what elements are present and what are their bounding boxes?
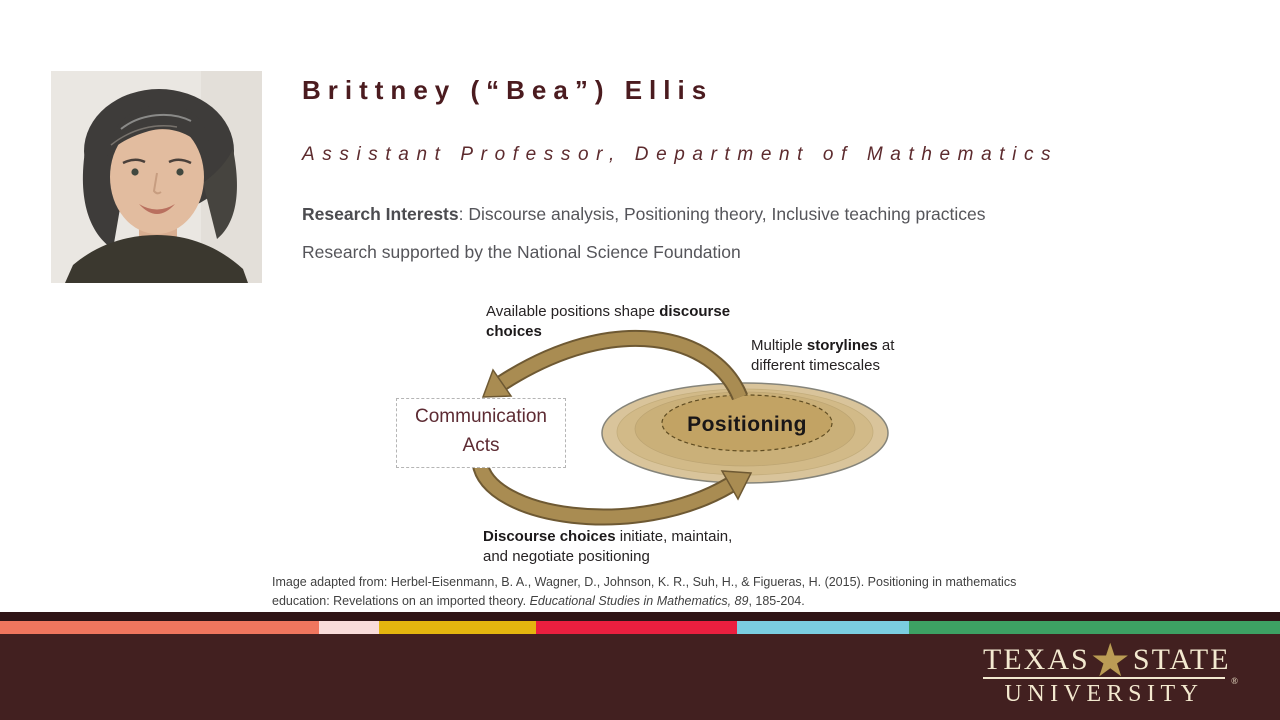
- logo-word-state: STATE: [1132, 643, 1231, 676]
- profile-photo: [51, 71, 262, 283]
- texas-state-logo-row: [983, 635, 1231, 686]
- page-title: Brittney (“Bea”) Ellis: [302, 75, 714, 105]
- diagram-label-bottom-post: initiate, maintain, and negotiate positioning: [483, 528, 733, 565]
- research-interests: [302, 204, 986, 225]
- communication-acts-box: [396, 398, 566, 468]
- diagram-label-right-text: Multiple: [751, 337, 807, 354]
- diagram-label-right-bold: storylines: [806, 337, 878, 354]
- research-interests-list: : Discourse analysis, Positioning theory, Inclusive teaching practices: [458, 204, 986, 224]
- communication-acts-line1: Communication: [415, 406, 547, 427]
- brand-stripe: [737, 621, 909, 634]
- citation-journal: Educational Studies in Mathematics, 89: [529, 594, 749, 608]
- diagram-label-bottom: [483, 527, 755, 566]
- registered-mark: ®: [1231, 676, 1238, 686]
- diagram-label-top: [486, 302, 748, 341]
- diagram-label-right-post: at different timescales: [751, 337, 895, 374]
- brand-stripe: [909, 621, 1280, 634]
- footer-top-bar: [0, 612, 1280, 621]
- brand-stripe: [536, 621, 737, 634]
- diagram-label-top-bold: discourse choices: [486, 303, 731, 340]
- image-citation: [272, 573, 1062, 611]
- star-icon: ★: [1089, 635, 1133, 686]
- brand-stripe: [0, 621, 319, 634]
- research-interests-label: Research Interests: [302, 204, 459, 224]
- diagram-label-bottom-bold: Discourse choices: [483, 528, 616, 545]
- brand-stripe: [319, 621, 379, 634]
- diagram-label-top-text: Available positions shape: [486, 303, 660, 320]
- brand-stripes: [0, 621, 1280, 634]
- communication-acts-line2: Acts: [462, 434, 500, 456]
- citation-pages: , 185-204.: [748, 594, 805, 608]
- logo-word-texas: TEXAS: [983, 643, 1090, 676]
- citation-text: Image adapted from: Herbel-Eisenmann, B. A., Wagner, D., Johnson, K. R., Suh, H., & Figueras, H. (2015). Positioning in mathematics education: Revelations on an imported theory.: [272, 575, 1017, 608]
- funding-note: Research supported by the National Science Foundation: [302, 242, 741, 262]
- texas-state-logo: [983, 635, 1238, 707]
- brand-stripe: [379, 621, 536, 634]
- ellipse-label: Positioning: [687, 413, 807, 436]
- diagram-label-right: [751, 336, 913, 375]
- logo-word-university: UNIVERSITY: [1004, 681, 1204, 707]
- profile-subtitle: Assistant Professor, Department of Mathematics: [302, 144, 1059, 165]
